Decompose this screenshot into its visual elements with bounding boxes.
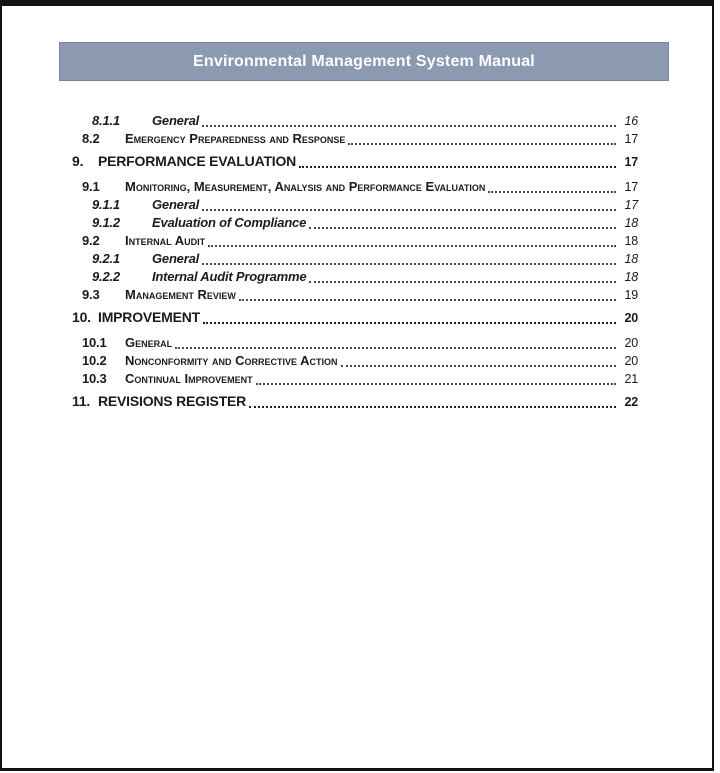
toc-entry-label: General	[125, 335, 173, 350]
toc-entry-label: REVISIONS REGISTER	[98, 393, 247, 409]
toc-entry-number: 11.	[72, 393, 91, 409]
toc-entry-page-number: 17	[624, 155, 638, 169]
toc-entry-page-number: 20	[624, 354, 638, 368]
page-title: Environmental Management System Manual	[193, 52, 535, 70]
table-of-contents	[72, 112, 638, 418]
toc-dot-leader	[309, 227, 616, 229]
toc-entry-label: General	[152, 113, 200, 128]
toc-entry-page-number: 22	[624, 395, 638, 409]
toc-entry[interactable]	[72, 392, 638, 411]
toc-entry[interactable]	[72, 370, 638, 388]
toc-entry[interactable]	[72, 112, 638, 130]
toc-entry-page-number: 18	[624, 252, 638, 266]
toc-dot-leader	[202, 209, 616, 211]
toc-entry-label: PERFORMANCE EVALUATION	[98, 153, 297, 169]
toc-dot-leader	[175, 347, 616, 349]
toc-entry[interactable]	[72, 250, 638, 268]
toc-entry[interactable]	[72, 308, 638, 327]
toc-entry-label: General	[152, 197, 200, 212]
toc-entry-label: Emergency Preparedness and Response	[125, 131, 346, 146]
toc-entry-page-number: 17	[624, 132, 638, 146]
toc-entry-page-number: 17	[624, 198, 638, 212]
toc-entry[interactable]	[72, 334, 638, 352]
toc-entry-number: 9.2.2	[92, 269, 120, 284]
toc-entry-page-number: 18	[624, 216, 638, 230]
toc-entry-label: Internal Audit	[125, 233, 206, 248]
toc-entry-number: 9.1.1	[92, 197, 120, 212]
toc-entry-page-number: 17	[624, 180, 638, 194]
toc-entry-number: 8.2	[82, 131, 100, 146]
toc-entry-label: IMPROVEMENT	[98, 309, 201, 325]
toc-dot-leader	[249, 406, 616, 408]
toc-dot-leader	[299, 166, 616, 168]
toc-entry-label: Management Review	[125, 287, 236, 302]
toc-entry-label: Nonconformity and Corrective Action	[125, 353, 338, 368]
toc-dot-leader	[341, 365, 616, 367]
toc-dot-leader	[309, 281, 616, 283]
toc-entry-page-number: 20	[624, 336, 638, 350]
toc-dot-leader	[203, 322, 616, 324]
toc-entry-number: 9.2.1	[92, 251, 120, 266]
toc-entry-label: Monitoring, Measurement, Analysis and Performance Evaluation	[125, 179, 486, 194]
toc-entry-page-number: 21	[624, 372, 638, 386]
document-title-bar	[59, 42, 669, 81]
toc-entry-number: 8.1.1	[92, 113, 120, 128]
toc-dot-leader	[202, 125, 616, 127]
toc-entry-page-number: 18	[624, 234, 638, 248]
toc-entry[interactable]	[72, 214, 638, 232]
toc-entry-number: 10.3	[82, 371, 107, 386]
toc-entry[interactable]	[72, 196, 638, 214]
toc-entry-number: 10.	[72, 309, 91, 325]
toc-entry[interactable]	[72, 268, 638, 286]
toc-entry-number: 9.1.2	[92, 215, 120, 230]
toc-entry-number: 9.1	[82, 179, 100, 194]
toc-entry-label: Internal Audit Programme	[152, 269, 307, 284]
toc-entry-number: 9.3	[82, 287, 100, 302]
toc-entry[interactable]	[72, 152, 638, 171]
toc-entry-number: 10.2	[82, 353, 107, 368]
toc-entry-label: Evaluation of Compliance	[152, 215, 307, 230]
toc-dot-leader	[202, 263, 616, 265]
toc-entry-number: 10.1	[82, 335, 107, 350]
toc-entry-page-number: 18	[624, 270, 638, 284]
toc-entry[interactable]	[72, 286, 638, 304]
toc-dot-leader	[208, 245, 616, 247]
toc-dot-leader	[256, 383, 616, 385]
toc-dot-leader	[488, 191, 616, 193]
toc-entry-number: 9.	[72, 153, 84, 169]
toc-entry-page-number: 19	[624, 288, 638, 302]
toc-entry-page-number: 16	[624, 114, 638, 128]
toc-entry-page-number: 20	[624, 311, 638, 325]
toc-entry-label: General	[152, 251, 200, 266]
toc-entry[interactable]	[72, 130, 638, 148]
toc-entry[interactable]	[72, 178, 638, 196]
toc-dot-leader	[239, 299, 616, 301]
toc-entry[interactable]	[72, 232, 638, 250]
toc-entry-label: Continual Improvement	[125, 371, 253, 386]
toc-dot-leader	[348, 143, 616, 145]
toc-entry-number: 9.2	[82, 233, 100, 248]
toc-entry[interactable]	[72, 352, 638, 370]
